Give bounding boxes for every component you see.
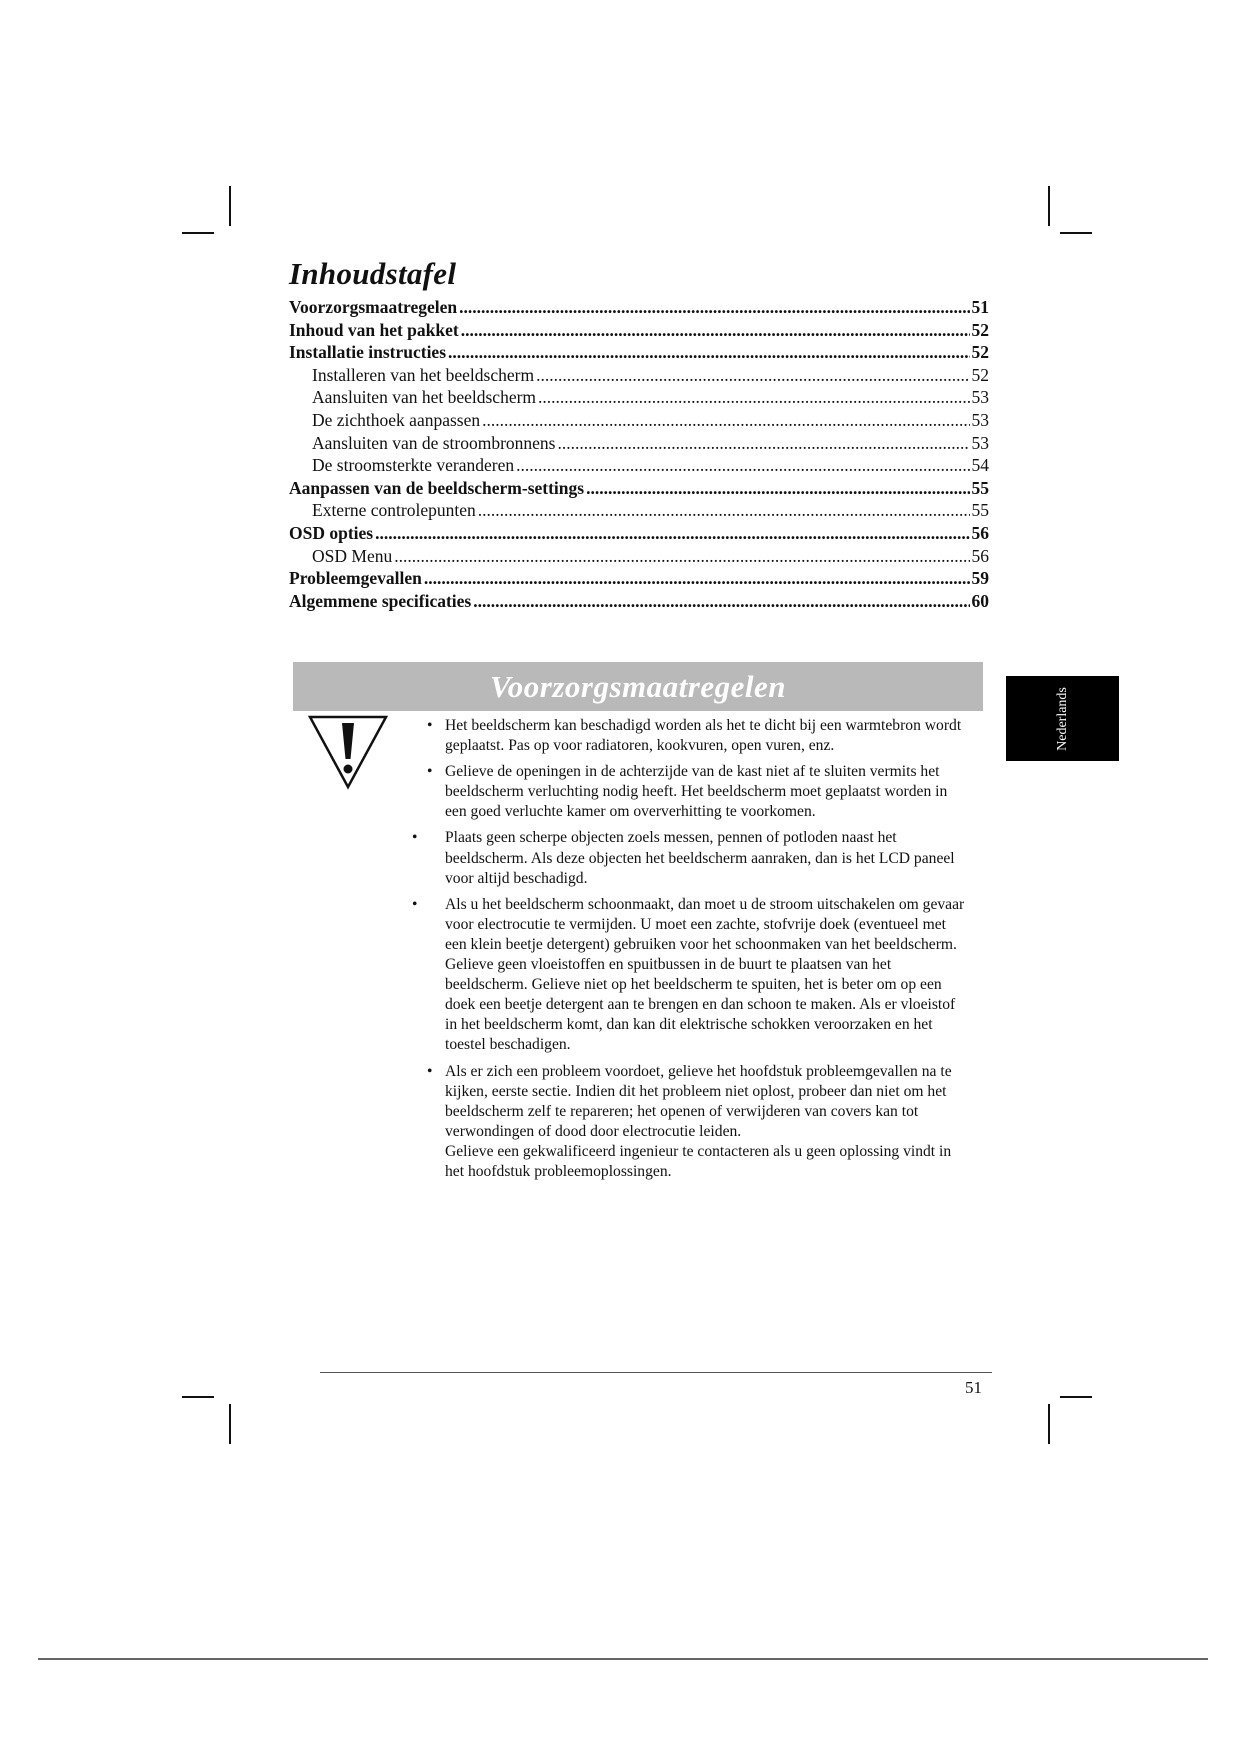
crop-mark-bottom-right-v [1048, 1404, 1050, 1444]
toc-entry-page: 53 [971, 409, 989, 430]
toc-entry-voorzorgsmaatregelen[interactable] [289, 296, 989, 319]
language-tab [1006, 676, 1119, 761]
crop-mark-top-right-h [1060, 232, 1092, 234]
warning-item [409, 716, 969, 756]
warning-text: Plaats geen scherpe objecten zoels messen, pennen of potloden naast het beeldscherm. Als deze objecten het beeldscherm aanraken, dan is het LCD paneel voor altijd beschadigd. [445, 829, 955, 887]
toc-entry-stroomsterkte-veranderen[interactable] [289, 454, 989, 477]
warning-text: Als er zich een probleem voordoet, gelieve het hoofdstuk probleemgevallen na te kijken, eerste sectie. Indien dit het probleem niet oplost, probeer dan niet om het beeldscherm zelf te repareren; het openen of verwijderen van covers kan tot verwondingen of dood door electrocutie leiden. [445, 1062, 952, 1140]
toc-entry-label: OSD opties [289, 522, 374, 543]
toc-entry-label: De zichthoek aanpassen [312, 409, 481, 430]
footer-rule [320, 1372, 992, 1373]
toc-entry-page: 56 [971, 545, 989, 566]
toc-entry-label: Inhoud van het pakket [289, 319, 459, 340]
bullet-icon: • [412, 895, 418, 913]
toc-entry-label: Algemmene specificaties [289, 590, 472, 611]
warning-text: Het beeldscherm kan beschadigd worden als het te dicht bij een warmtebron wordt geplaatst. Pas op voor radiatoren, kookvuren, open vuren, enz. [445, 717, 962, 755]
toc-entry-label: Aanpassen van de beeldscherm-settings [289, 477, 585, 498]
toc-entry-installatie-instructies[interactable] [289, 341, 989, 364]
toc-entry-zichthoek-aanpassen[interactable] [289, 409, 989, 432]
toc-entry-page: 59 [971, 568, 989, 589]
page-number: 51 [965, 1378, 982, 1397]
warning-item [409, 828, 969, 888]
toc-entry-label: Voorzorgsmaatregelen [289, 297, 458, 317]
toc-entry-algemmene-specificaties[interactable] [289, 590, 989, 613]
toc-entry-label: Installeren van het beeldscherm [312, 364, 535, 385]
crop-mark-top-left-v [229, 186, 231, 226]
toc-entry-label: OSD Menu [312, 545, 393, 566]
toc-entry-page: 60 [971, 590, 989, 611]
warning-item [409, 762, 969, 822]
toc-entry-installeren-beeldscherm[interactable] [289, 364, 989, 387]
crop-mark-bottom-right-h [1060, 1396, 1092, 1398]
toc-entry-inhoud-pakket[interactable] [289, 319, 989, 342]
toc-entry-label: Installatie instructies [289, 342, 447, 363]
toc-entry-probleemgevallen[interactable] [289, 567, 989, 590]
toc-entry-label: Probleemgevallen [289, 568, 422, 589]
crop-mark-bottom-left-v [229, 1404, 231, 1444]
toc-entry-page: 51 [971, 297, 989, 317]
toc-entry-label: Aansluiten van de stroombronnens [312, 432, 556, 453]
bullet-icon: • [427, 763, 433, 781]
toc-entry-osd-opties[interactable] [289, 522, 989, 545]
section-heading: Voorzorgsmaatregelen [293, 662, 983, 711]
toc-entry-label: Aansluiten van het beeldscherm [312, 387, 537, 408]
warning-triangle-icon [307, 713, 389, 791]
warning-note: Gelieve een gekwalificeerd ingenieur te contacteren als u geen oplossing vindt in het hoofdstuk probleemoplossingen. [445, 1142, 952, 1180]
toc-entry-page: 52 [971, 364, 989, 385]
toc-entry-label: De stroomsterkte veranderen [312, 455, 515, 476]
bullet-icon: • [427, 717, 433, 734]
toc-entry-externe-controlepunten[interactable] [289, 499, 989, 522]
bullet-icon: • [412, 829, 418, 847]
toc-title: Inhoudstafel [289, 256, 457, 291]
toc-entry-page: 53 [971, 387, 989, 408]
warning-item [409, 1062, 969, 1183]
warning-item [409, 895, 969, 1056]
bottom-rule [38, 1658, 1208, 1660]
bullet-icon: • [427, 1062, 433, 1080]
toc-entry-aansluiten-beeldscherm[interactable] [289, 386, 989, 409]
toc-entry-osd-menu[interactable] [289, 545, 989, 568]
toc-entry-page: 54 [971, 455, 989, 476]
toc-entry-beeldscherm-settings[interactable] [289, 477, 989, 500]
toc-entry-page: 52 [971, 319, 989, 340]
table-of-contents [289, 296, 989, 612]
toc-entry-label: Externe controlepunten [312, 500, 476, 521]
language-tab-label: Nederlands [1054, 686, 1070, 751]
toc-entry-page: 55 [971, 477, 989, 498]
toc-entry-aansluiten-stroombronnens[interactable] [289, 432, 989, 455]
toc-entry-page: 52 [971, 342, 989, 363]
crop-mark-bottom-left-h [182, 1396, 214, 1398]
warning-list [409, 716, 969, 1188]
crop-mark-top-left-h [182, 232, 214, 234]
warning-text: Als u het beeldscherm schoonmaakt, dan moet u de stroom uitschakelen om gevaar voor electrocutie te vermijden. U moet een zachte, stofvrije doek (eventueel met een klein beetje detergent) gebruiken voor het schoonmaken van het beeldscherm. Gelieve geen vloeistoffen en spuitbussen in de buurt te plaatsen van het beeldscherm. Gelieve niet op het beeldscherm te spuiten, het is beter om op een doek een beetje detergent aan te brengen en dan schoon te maken. Als er vloeistof in het beeldscherm komt, dan kan dit elektrische schokken veroorzaken en het toestel beschadigen. [445, 895, 965, 1054]
crop-mark-top-right-v [1048, 186, 1050, 226]
toc-entry-page: 55 [971, 500, 989, 521]
toc-entry-page: 53 [971, 432, 989, 453]
toc-entry-page: 56 [971, 522, 989, 543]
warning-text: Gelieve de openingen in de achterzijde van de kast niet af te sluiten vermits het beeldscherm verluchting nodig heeft. Het beeldscherm moet geplaatst worden in een goed verluchte kamer om oververhitting te voorkomen. [445, 763, 948, 821]
